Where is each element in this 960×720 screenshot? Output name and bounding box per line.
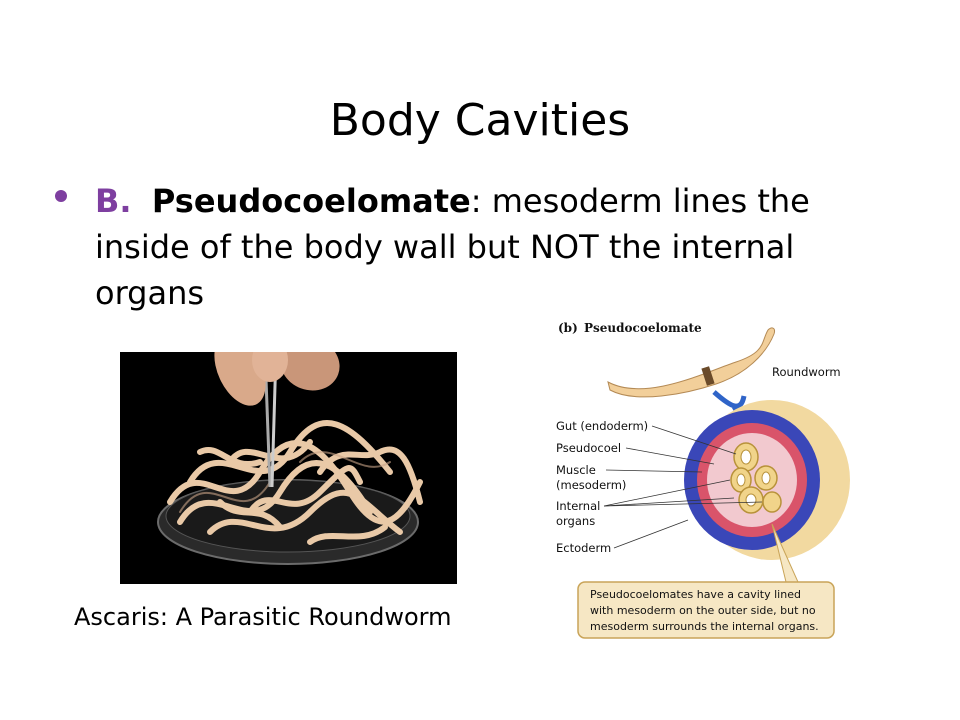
label-muscle: Muscle — [556, 463, 596, 477]
roundworm-label: Roundworm — [772, 365, 841, 379]
label-mesoderm: (mesoderm) — [556, 478, 627, 492]
bullet-term: Pseudocoelomate — [151, 182, 471, 220]
photo-caption: Ascaris: A Parasitic Roundworm — [74, 603, 452, 631]
panel-letter: (b) — [558, 321, 578, 335]
note-line-2: with mesoderm on the outer side, but no — [590, 604, 816, 617]
arrow-icon — [714, 392, 744, 406]
label-organs: organs — [556, 514, 596, 528]
slide-title: Body Cavities — [329, 95, 631, 147]
label-pseudocoel: Pseudocoel — [556, 441, 622, 455]
panel-title: Pseudocoelomate — [584, 321, 702, 335]
label-gut: Gut (endoderm) — [556, 419, 649, 433]
note-line-1: Pseudocoelomates have a cavity lined — [590, 588, 801, 601]
note-line-3: mesoderm surrounds the internal organs. — [590, 620, 819, 633]
bullet-dot-icon — [55, 190, 67, 202]
bullet-colon: : — [470, 182, 482, 220]
ascaris-photo-illustration — [120, 352, 457, 584]
cross-section — [684, 400, 850, 560]
bullet-definition: mesoderm lines the inside of the body wall but NOT the internal organs — [95, 182, 810, 312]
label-ectoderm: Ectoderm — [556, 541, 612, 555]
ascaris-photo — [120, 352, 457, 584]
pseudocoelomate-figure — [536, 312, 866, 652]
bullet-text — [95, 178, 875, 316]
bullet-letter: B. — [95, 182, 132, 220]
label-internal: Internal — [556, 499, 601, 513]
pseudocoelomate-diagram — [536, 312, 866, 652]
roundworm-icon — [608, 328, 775, 397]
